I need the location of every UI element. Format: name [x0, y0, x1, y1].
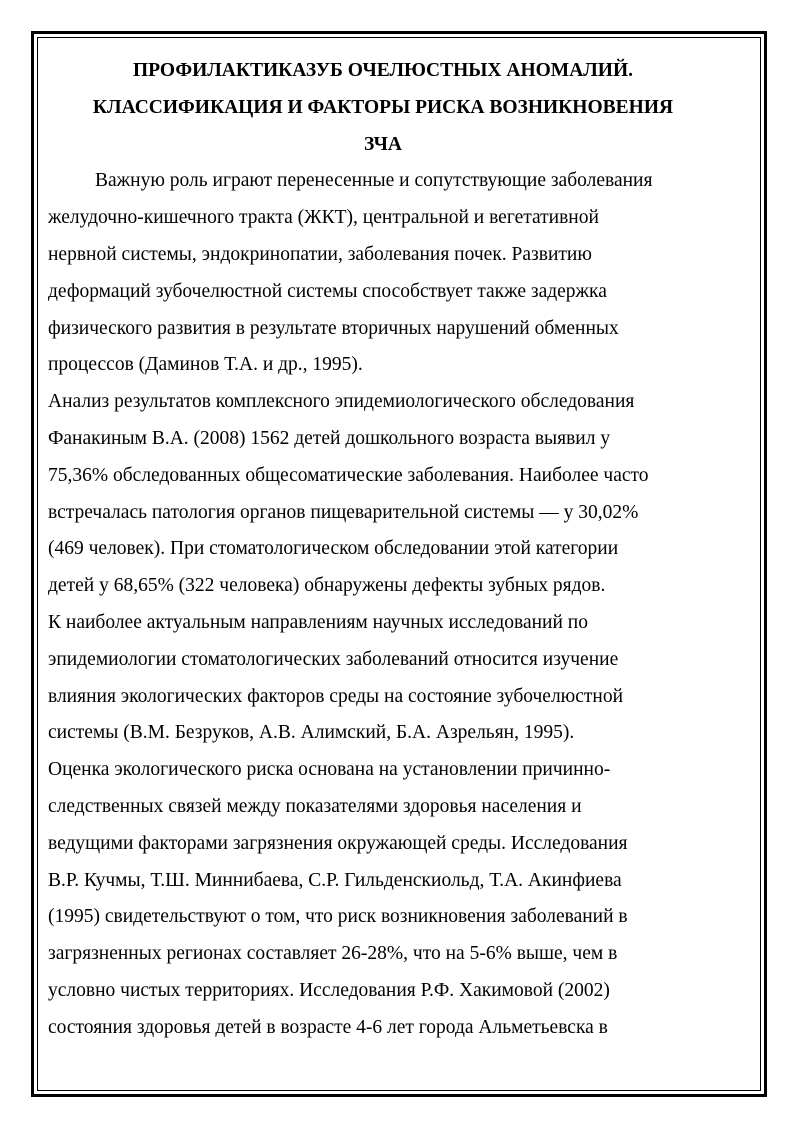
- text-line: желудочно-кишечного тракта (ЖКТ), центральной и вегетативной: [48, 207, 599, 229]
- title-line: КЛАССИФИКАЦИЯ И ФАКТОРЫ РИСКА ВОЗНИКНОВЕНИЯ: [92, 96, 674, 118]
- text-line: эпидемиологии стоматологических заболеваний относится изучение: [48, 648, 619, 670]
- text-line: состояния здоровья детей в возрасте 4-6 лет города Альметьевска в: [48, 1016, 608, 1038]
- text-line: нервной системы, эндокринопатии, заболевания почек. Развитию: [48, 243, 592, 265]
- title-line: ПРОФИЛАКТИКАЗУБ ОЧЕЛЮСТНЫХ АНОМАЛИЙ.: [132, 60, 634, 81]
- text-line: 75,36% обследованных общесоматические заболевания. Наиболее часто: [48, 464, 649, 486]
- paragraph-4: [48, 752, 718, 1046]
- text-line: системы (В.М. Безруков, А.В. Алимский, Б.А. Азрельян, 1995).: [48, 722, 575, 744]
- document-body: [48, 53, 718, 1047]
- text-line: (469 человек). При стоматологическом обследовании этой категории: [48, 538, 619, 560]
- text-line: Анализ результатов комплексного эпидемиологического обследования: [48, 391, 635, 413]
- text-line: влияния экологических факторов среды на состояние зубочелюстной: [48, 685, 624, 707]
- text-line: Фанакиным В.А. (2008) 1562 детей дошкольного возраста выявил у: [48, 427, 611, 449]
- text-line: (1995) свидетельствуют о том, что риск возникновения заболеваний в: [48, 906, 628, 928]
- paragraph-2: [48, 384, 718, 605]
- text-line: деформаций зубочелюстной системы способствует также задержка: [48, 280, 607, 302]
- paragraph-3: [48, 605, 718, 752]
- text-line: В.Р. Кучмы, Т.Ш. Миннибаева, С.Р. Гильденскиольд, Т.А. Акинфиева: [48, 869, 622, 891]
- text-line: физического развития в результате вторичных нарушений обменных: [48, 317, 619, 339]
- text-line: встречалась патология органов пищеварительной системы — у 30,02%: [48, 501, 639, 523]
- document-title: [48, 53, 718, 163]
- paragraph-1: [48, 163, 718, 384]
- text-line: процессов (Даминов Т.А. и др., 1995).: [48, 354, 363, 376]
- text-line: следственных связей между показателями здоровья населения и: [48, 795, 582, 817]
- text-line: загрязненных регионах составляет 26-28%, что на 5-6% выше, чем в: [48, 943, 618, 965]
- text-line: К наиболее актуальным направлениям научных исследований по: [48, 611, 588, 633]
- text-line: Оценка экологического риска основана на установлении причинно-: [48, 759, 611, 781]
- title-line: ЗЧА: [364, 133, 402, 155]
- text-line: ведущими факторами загрязнения окружающей среды. Исследования: [48, 832, 628, 854]
- text-line: Важную роль играют перенесенные и сопутствующие заболевания: [95, 170, 653, 192]
- text-line: условно чистых территориях. Исследования Р.Ф. Хакимовой (2002): [48, 979, 610, 1001]
- text-line: детей у 68,65% (322 человека) обнаружены дефекты зубных рядов.: [48, 575, 606, 597]
